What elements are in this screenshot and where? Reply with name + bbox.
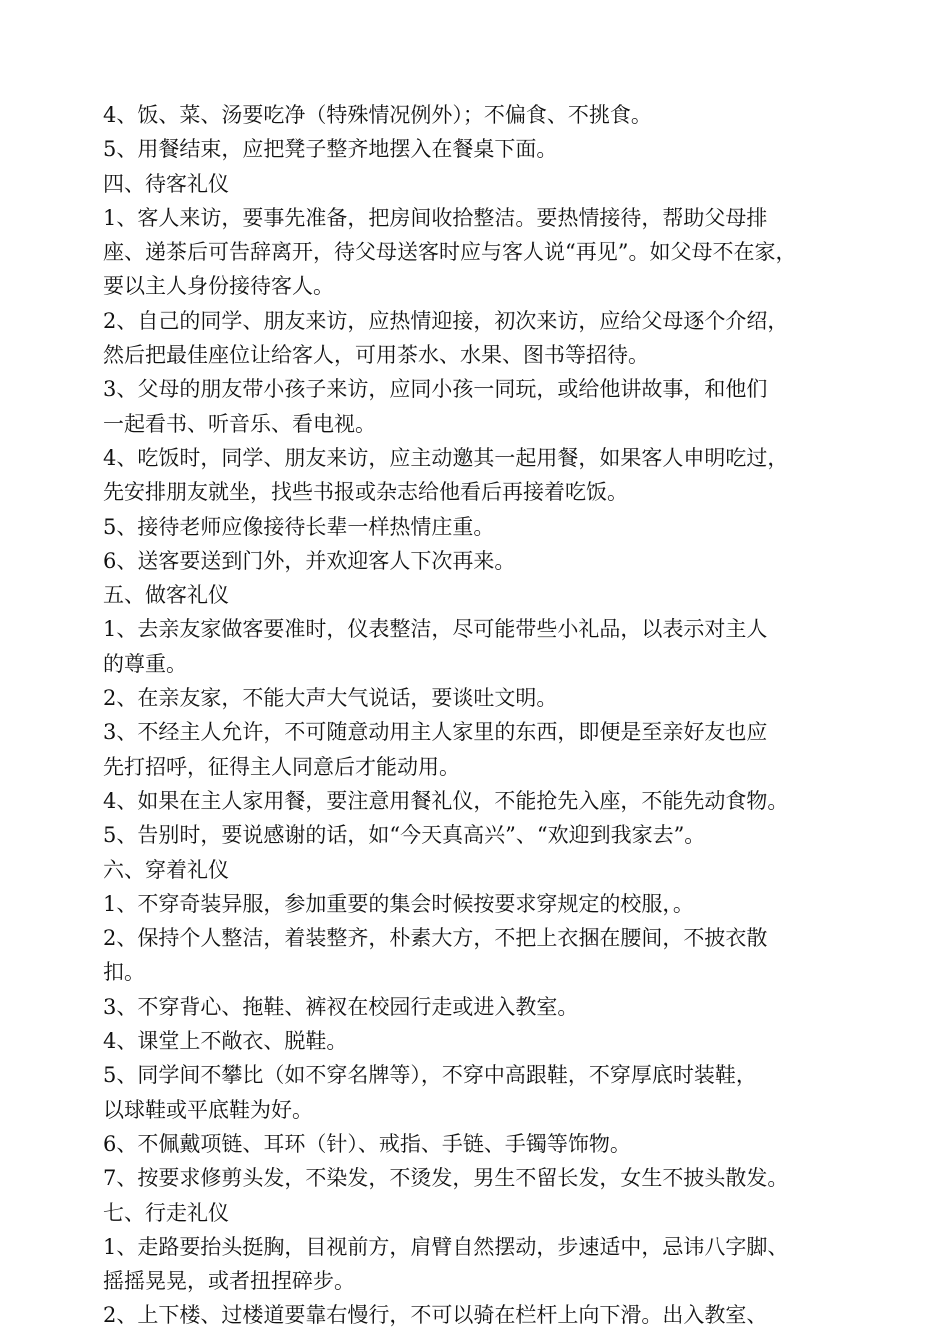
text-line: 2、在亲友家，不能大声大气说话，要谈吐文明。: [103, 686, 558, 711]
text-line: 3、父母的朋友带小孩子来访，应同小孩一同玩，或给他讲故事，和他们: [103, 377, 768, 402]
text-line: 3、不穿背心、拖鞋、裤衩在校园行走或进入教室。: [103, 994, 579, 1019]
section-heading: 五、做客礼仪: [103, 583, 229, 608]
text-line: 要以主人身份接待客人。: [103, 274, 334, 299]
text-line: 5、接待老师应像接待长辈一样热情庄重。: [103, 514, 495, 539]
text-line: 的尊重。: [103, 651, 187, 676]
text-line: 6、送客要送到门外，并欢迎客人下次再来。: [103, 548, 516, 573]
text-line: 以球鞋或平底鞋为好。: [103, 1097, 313, 1122]
text-line: 2、上下楼、过楼道要靠右慢行，不可以骑在栏杆上向下滑。出入教室、: [103, 1303, 768, 1328]
text-line: 7、按要求修剪头发，不染发，不烫发，男生不留长发，女生不披头散发。: [103, 1166, 789, 1191]
text-line: 1、走路要抬头挺胸，目视前方，肩臂自然摆动，步速适中，忌讳八字脚、: [103, 1234, 789, 1259]
text-line: 5、同学间不攀比（如不穿名牌等），不穿中高跟鞋，不穿厚底时装鞋，: [103, 1063, 757, 1088]
text-line: 1、不穿奇装异服，参加重要的集会时候按要求穿规定的校服，。: [103, 891, 694, 916]
text-line: 2、保持个人整洁，着装整齐，朴素大方，不把上衣捆在腰间，不披衣散: [103, 926, 768, 951]
document-page: [103, 98, 863, 1333]
text-line: 摇摇晃晃，或者扭捏碎步。: [103, 1269, 355, 1294]
text-line: 扣。: [103, 960, 145, 985]
text-line: 1、客人来访，要事先准备，把房间收拾整洁。要热情接待，帮助父母排: [103, 205, 768, 230]
text-line: 座、递茶后可告辞离开，待父母送客时应与客人说“再见”。如父母不在家，: [103, 240, 797, 265]
text-line: 4、如果在主人家用餐，要注意用餐礼仪，不能抢先入座，不能先动食物。: [103, 788, 789, 813]
text-line: 4、饭、菜、汤要吃净（特殊情况例外）；不偏食、不挑食。: [103, 103, 652, 127]
text-line: 先打招呼，征得主人同意后才能动用。: [103, 754, 460, 779]
text-line: 5、用餐结束，应把凳子整齐地摆入在餐桌下面。: [103, 137, 558, 162]
section-heading: 七、行走礼仪: [103, 1200, 229, 1225]
text-line: 一起看书、听音乐、看电视。: [103, 411, 376, 436]
text-line: 2、自己的同学、朋友来访，应热情迎接，初次来访，应给父母逐个介绍，: [103, 308, 789, 333]
text-line: 5、告别时，要说感谢的话，如“今天真高兴”、“欢迎到我家去”。: [103, 823, 706, 848]
text-line: 1、去亲友家做客要准时，仪表整洁，尽可能带些小礼品，以表示对主人: [103, 617, 768, 642]
text-line: 4、吃饭时，同学、朋友来访，应主动邀其一起用餐，如果客人申明吃过，: [103, 445, 789, 470]
text-line: 4、课堂上不敞衣、脱鞋。: [103, 1029, 348, 1054]
text-line: 然后把最佳座位让给客人，可用茶水、水果、图书等招待。: [103, 343, 649, 368]
text-line: 先安排朋友就坐，找些书报或杂志给他看后再接着吃饭。: [103, 480, 628, 505]
section-heading: 四、待客礼仪: [103, 171, 229, 196]
section-heading: 六、穿着礼仪: [103, 857, 229, 882]
text-line: 3、不经主人允许，不可随意动用主人家里的东西，即便是至亲好友也应: [103, 720, 768, 745]
text-line: 6、不佩戴项链、耳环（针）、戒指、手链、手镯等饰物。: [103, 1131, 631, 1156]
